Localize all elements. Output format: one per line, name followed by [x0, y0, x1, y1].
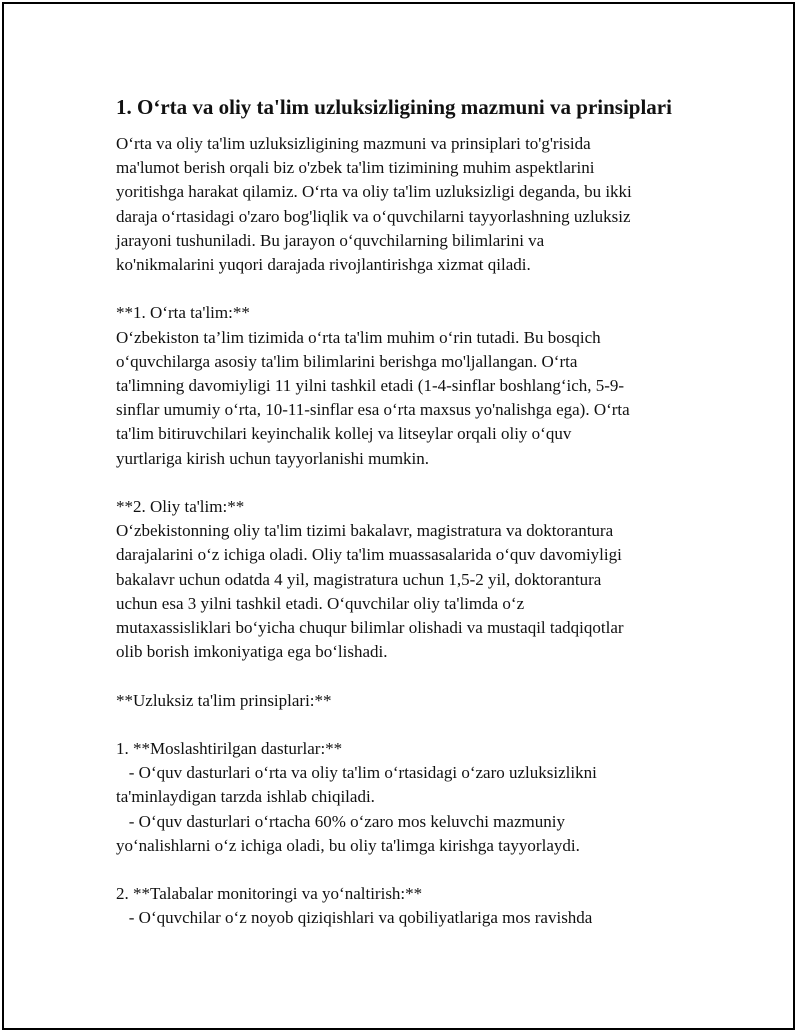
paragraph-gap: [116, 664, 686, 688]
intro-paragraph: O‘rta va oliy ta'lim uzluksizligining mazmuni va prinsiplari to'g'risida ma'lumot berish orqali biz o'zbek ta'lim tizimining muhim aspektlarini yoritishga harakat qilamiz. O‘rta va oliy ta'lim uzluksizligi deganda, bu ikki daraja o‘rtasidagi o'zaro bog'liqlik va o‘quvchilarni tayyorlashning uzluksiz jarayoni tushuniladi. Bu jarayon o‘quvchilarning bilimlarini va ko'nikmalarini yuqori darajada rivojlantirishga xizmat qiladi.: [116, 134, 632, 275]
section2-body: O‘zbekistonning oliy ta'lim tizimi bakalavr, magistratura va doktorantura darajalarini o‘z ichiga oladi. Oliy ta'lim muassasalarida o‘quv davomiyligi bakalavr uchun odatda 4 yil, magistratura uchun 1,5-2 yil, doktorantura uchun esa 3 yilni tashkil etadi. O‘quvchilar oliy ta'limda o‘z mutaxassisliklari bo‘yicha chuqur bilimlar olishadi va mustaqil tadqiqotlar olib borish imkoniyatiga ega bo‘lishadi.: [116, 521, 624, 662]
principle1-body: - O‘quv dasturlari o‘rta va oliy ta'lim o‘rtasidagi o‘zaro uzluksizlikni ta'minlaydigan tarzda ishlab chiqiladi. - O‘quv dasturlari o‘rtacha 60% o‘zaro mos keluvchi mazmuniy yo‘nalishlarni o‘z ichiga oladi, bu oliy ta'limga kirishga tayyorlaydi.: [116, 763, 597, 855]
principles-heading: **Uzluksiz ta'lim prinsiplari:**: [116, 690, 332, 710]
principle2-heading: 2. **Talabalar monitoringi va yo‘naltirish:**: [116, 884, 423, 904]
section1-body: O‘zbekiston ta’lim tizimida o‘rta ta'lim muhim o‘rin tutadi. Bu bosqich o‘quvchilarga asosiy ta'lim bilimlarini berishga mo'ljallangan. O‘rta ta'limning davomiyligi 11 yilni tashkil etadi (1-4-sinflar boshlang‘ich, 5-9- sinflar umumiy o‘rta, 10-11-sinflar esa o‘rta maxsus yo'nalishga ega). O‘rta ta'lim bitiruvchilari keyinchalik kollej va litseylar orqali oliy o‘quv yurtlariga kirish uchun tayyorlanishi mumkin.: [116, 327, 630, 468]
paragraph-gap: [116, 277, 686, 301]
principle2-body: - O‘quvchilar o‘z noyob qiziqishlari va qobiliyatlariga mos ravishda: [116, 908, 593, 928]
paragraph-gap: [116, 858, 686, 882]
document-content: [116, 92, 686, 931]
document-title: 1. O‘rta va oliy ta'lim uzluksizligining mazmuni va prinsiplari: [116, 95, 672, 119]
principle1-heading: 1. **Moslashtirilgan dasturlar:**: [116, 739, 343, 759]
paragraph-gap: [116, 471, 686, 495]
paragraph-gap: [116, 713, 686, 737]
section2-heading: **2. Oliy ta'lim:**: [116, 497, 245, 517]
section1-heading: **1. O‘rta ta'lim:**: [116, 303, 250, 323]
